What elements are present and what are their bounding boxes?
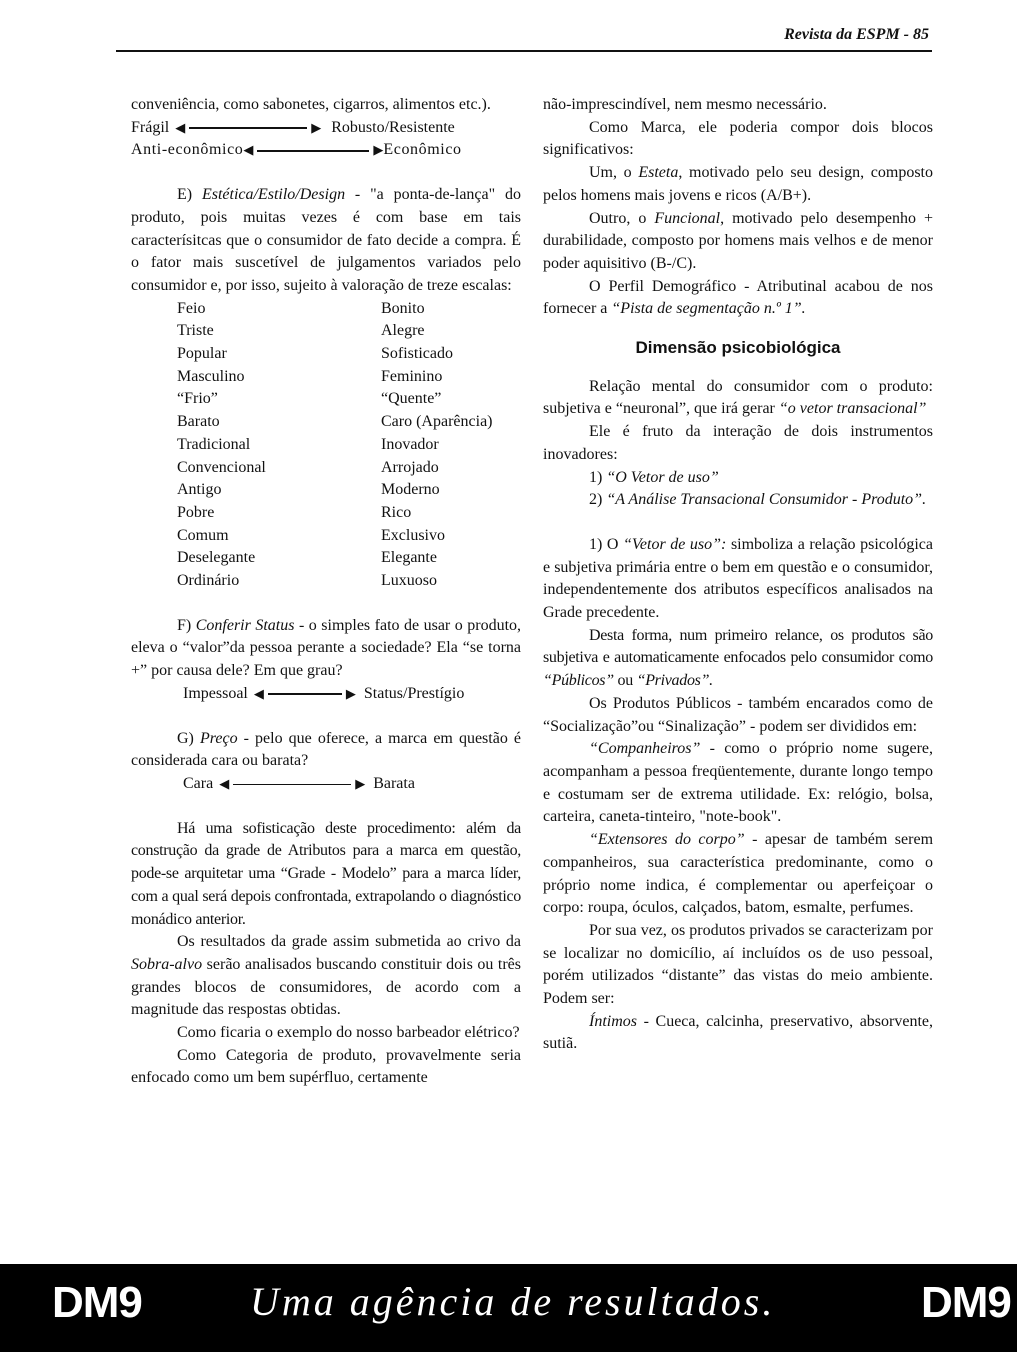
text-run: Outro, o xyxy=(589,209,655,227)
scale-left-label: Anti-econômico xyxy=(131,141,244,159)
text-run: serão analisados buscando constituir dois ou três grandes blocos de consumidores, de acordo com a magnitude das respostas obtidas. xyxy=(131,955,521,1019)
pair-left: Popular xyxy=(177,345,227,363)
scale-right-label: Econômico xyxy=(383,141,462,159)
pair-left: Pobre xyxy=(177,503,215,521)
scale-cara-barata xyxy=(131,773,521,796)
pair-right: Luxuoso xyxy=(381,572,437,590)
page-header xyxy=(0,0,1017,60)
pair-left: “Frio” xyxy=(177,390,218,408)
dm9-logo: DM9 xyxy=(52,1278,142,1327)
scale-line xyxy=(233,784,351,786)
text-run: Os resultados da grade assim submetida ao crivo da xyxy=(177,933,521,951)
text-run: - como o próprio nome sugere, acompanham a pessoa freqüentemente, durante longo tempo e costumam ser de extrema utilidade. Ex: relógio, bolsa, carteira, caneta-tinteiro, "note-book". xyxy=(543,740,933,826)
pair-right: “Quente” xyxy=(381,390,442,408)
spacer xyxy=(131,162,521,184)
pair-right: Sofisticado xyxy=(381,345,453,363)
pair-right: Arrojado xyxy=(381,458,439,476)
italic-run: “Pista de segmentação n.º 1”. xyxy=(611,300,806,318)
italic-run: “o vetor transacional” xyxy=(778,400,927,418)
text-run: Relação mental do consumidor com o produto: subjetiva e “neuronal”, que irá gerar xyxy=(543,377,933,418)
pair-left: Deselegante xyxy=(177,549,256,567)
paragraph: não-imprescindível, nem mesmo necessário. xyxy=(543,96,827,113)
spacer xyxy=(543,364,933,376)
paragraph: Como Categoria de produto, provavelmente seria enfocado como um bem supérfluo, certamente xyxy=(131,1046,521,1087)
paragraph xyxy=(543,376,933,421)
italic-run: “Privados”. xyxy=(636,672,713,690)
pair-left: Comum xyxy=(177,526,229,544)
text-run: ou xyxy=(613,672,637,690)
item-title: Preço xyxy=(199,729,238,747)
paragraph xyxy=(543,208,933,276)
arrow-left-icon: ◀ xyxy=(243,143,254,159)
arrow-left-icon: ◀ xyxy=(219,776,230,792)
list-item xyxy=(543,467,933,490)
italic-run: Sobra-alvo xyxy=(131,955,203,973)
pair-left: Ordinário xyxy=(177,572,240,590)
scale-right-label: Barata xyxy=(373,774,415,792)
text-run: Um, o xyxy=(589,164,639,182)
text-run: , motivado pelo seu design, composto pelos homens mais jovens e ricos (A/B+). xyxy=(543,164,933,204)
pair-left: Antigo xyxy=(177,481,222,499)
spacer xyxy=(543,512,933,534)
paragraph xyxy=(543,1011,933,1056)
item-label: G) xyxy=(177,729,194,747)
pair-right: Rico xyxy=(381,503,412,521)
left-column xyxy=(131,94,521,1090)
italic-run: “Companheiros” xyxy=(589,740,701,758)
item-text: - o simples fato de usar o produto, eleva o “valor”da pessoa perante a sociedade? Ela “se torna +” por causa dele? Em que grau? xyxy=(131,616,522,680)
paragraph: Ele é fruto da interação de dois instrumentos inovadores: xyxy=(543,423,933,463)
item-label: F) xyxy=(177,616,192,634)
right-column xyxy=(543,94,933,1056)
paragraph xyxy=(543,829,933,920)
paragraph-status xyxy=(131,615,521,683)
paragraph xyxy=(131,931,521,1022)
paragraph xyxy=(543,534,933,625)
pair-left: Masculino xyxy=(177,367,245,385)
paragraph xyxy=(543,276,933,321)
pair-right: Caro (Aparência) xyxy=(381,413,493,431)
footer-ad-banner xyxy=(0,1264,1017,1352)
item-title: Estética/Estilo/Design xyxy=(201,186,346,204)
list-number: 1) xyxy=(589,468,607,486)
spacer xyxy=(131,796,521,818)
paragraph xyxy=(543,738,933,829)
item-text: - pelo que oferece, a marca em questão é considerada cara ou barata? xyxy=(131,729,521,770)
item-title: Conferir Status xyxy=(195,616,295,634)
paragraph-preco xyxy=(131,728,521,773)
scale-left-label: Frágil xyxy=(131,118,170,136)
pair-right: Exclusivo xyxy=(381,526,445,544)
pair-left: Convencional xyxy=(177,458,266,476)
scale-left-label: Impessoal xyxy=(183,684,248,702)
pair-right: Bonito xyxy=(381,299,425,317)
slogan: Uma agência de resultados. xyxy=(250,1279,776,1324)
spacer xyxy=(543,321,933,333)
semantic-pairs-list xyxy=(131,298,521,593)
pair-right: Moderno xyxy=(381,481,440,499)
arrow-right-icon: ▶ xyxy=(355,776,366,792)
arrow-right-icon: ▶ xyxy=(373,143,384,159)
scale-fragil-robusto xyxy=(131,117,521,140)
text-run: O Perfil Demográfico - Atributinal acabou de nos fornecer a xyxy=(543,277,933,318)
paragraph: Os Produtos Públicos - também encarados como de “Socialização”ou “Sinalização” - podem ser divididos em: xyxy=(543,694,933,735)
running-head: Revista da ESPM - 85 xyxy=(784,26,929,43)
italic-run: “O Vetor de uso” xyxy=(606,468,719,486)
italic-run: “Extensores do corpo” xyxy=(589,831,745,849)
italic-run: Esteta xyxy=(638,164,679,182)
paragraph xyxy=(543,162,933,207)
italic-run: Funcional xyxy=(654,209,721,227)
paragraph: conveniência, como sabonetes, cigarros, alimentos etc.). xyxy=(131,96,491,113)
scale-impessoal-status xyxy=(131,683,521,706)
arrow-right-icon: ▶ xyxy=(311,120,322,136)
scale-right-label: Robusto/Resistente xyxy=(331,118,455,136)
pair-right: Elegante xyxy=(381,549,437,567)
spacer xyxy=(131,706,521,728)
section-title: Dimensão psicobiológica xyxy=(635,338,841,358)
header-rule xyxy=(116,50,932,52)
arrow-right-icon: ▶ xyxy=(345,686,356,702)
text-run: simboliza a relação psicológica e subjetiva primária entre o bem em questão e o consumidor, independentemente dos atributos específicos analisados na Grade precedente. xyxy=(543,535,933,622)
text-run: Desta forma, num primeiro relance, os produtos são subjetiva e automaticamente enfocados pelo consumidor como xyxy=(543,626,933,667)
pair-left: Barato xyxy=(177,413,220,431)
italic-run: “Públicos” xyxy=(543,672,614,690)
list-number: 2) xyxy=(589,491,607,509)
italic-run: “Vetor de uso”: xyxy=(623,535,727,553)
pair-left: Tradicional xyxy=(177,435,251,453)
scale-line xyxy=(189,127,307,129)
paragraph: Como ficaria o exemplo do nosso barbeador elétrico? xyxy=(177,1024,520,1042)
text-run: - Cueca, calcinha, preservativo, absorvente, sutiã. xyxy=(543,1012,933,1053)
arrow-left-icon: ◀ xyxy=(175,120,186,136)
paragraph-estetica xyxy=(131,184,521,298)
arrow-left-icon: ◀ xyxy=(253,686,264,702)
pair-right: Alegre xyxy=(381,322,425,340)
scale-line xyxy=(268,693,342,695)
dm9-logo: DM9 xyxy=(921,1278,1011,1327)
spacer xyxy=(131,593,521,615)
italic-run: “A Análise Transacional Consumidor - Produto”. xyxy=(606,491,927,509)
scale-antieconomico-economico xyxy=(131,139,521,162)
list-item xyxy=(543,489,933,512)
scale-line xyxy=(257,150,369,152)
pair-right: Inovador xyxy=(381,435,439,453)
italic-run: Íntimos xyxy=(589,1012,637,1030)
paragraph: Há uma sofisticação deste procedimento: além da construção da grade de Atributos para a marca em questão, pode-se arquitetar uma “Grade - Modelo” para a marca líder, com a qual será depois confrontada, extrapolando o diagnóstico monádico anterior. xyxy=(131,819,521,928)
pair-left: Triste xyxy=(177,322,214,340)
text-run: , motivado pelo desempenho + durabilidade, composto por homens mais velhos e de menor poder aquisitivo (B-/C). xyxy=(543,209,934,272)
scale-right-label: Status/Prestígio xyxy=(363,684,465,702)
pair-left: Feio xyxy=(177,299,206,317)
paragraph xyxy=(543,625,933,693)
text-run: - apesar de também serem companheiros, sua característica predominante, como o próprio nome indica, é complementar ou aperfeiçoar o corpo: roupa, óculos, calçados, batom, esmalte, perfumes. xyxy=(543,831,934,917)
scale-left-label: Cara xyxy=(183,774,214,792)
paragraph: Por sua vez, os produtos privados se caracterizam por se localizar no domicílio, aí incluídos os de uso pessoal, porém utilizados “distante” das vistas do meio ambiente. Podem ser: xyxy=(543,921,933,1008)
text-run: 1) O xyxy=(589,535,624,553)
paragraph: Como Marca, ele poderia compor dois blocos significativos: xyxy=(543,118,933,159)
item-text: - "a ponta-de-lança" do produto, pois muitas vezes é com base em tais caracterísitcas que o consumidor de fato decide a compra. É o fator mais suscetível de julgamentos variados pelo consumidor e, por isso, sujeito à valoração de treze escalas: xyxy=(131,186,522,294)
pair-right: Feminino xyxy=(381,367,443,385)
item-label: E) xyxy=(177,186,193,204)
